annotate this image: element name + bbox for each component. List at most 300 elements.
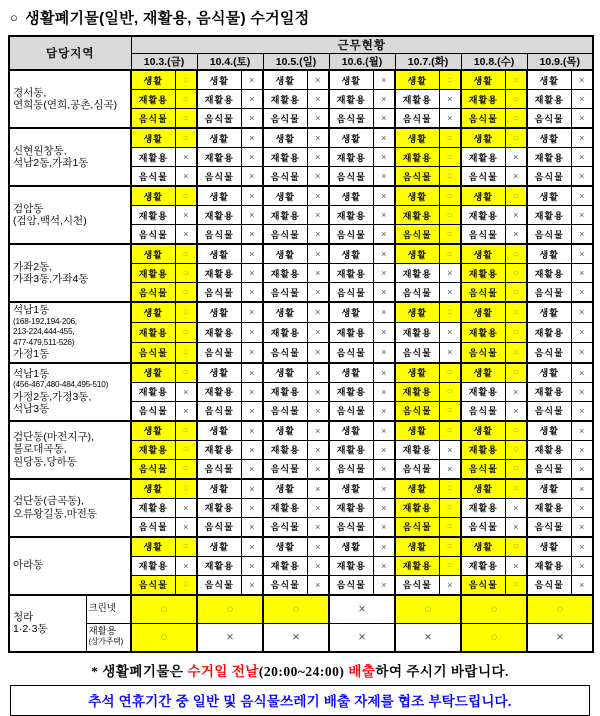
area-line: 가좌3동,가좌4동 (13, 273, 89, 285)
mark-cell: ○ (505, 264, 527, 283)
mark-cell: × (505, 225, 527, 245)
waste-type-cell: 생활 (263, 70, 307, 90)
waste-type-cell: 재활용 (527, 556, 571, 575)
area-cell (9, 70, 131, 128)
mark-cell: × (241, 244, 263, 264)
waste-type-cell: 재활용 (461, 148, 505, 167)
mark-cell: × (373, 479, 395, 499)
waste-type-cell: 음식물 (131, 109, 175, 129)
schedule-row (9, 128, 593, 148)
area-cell (9, 595, 86, 652)
area-header: 담당지역 (9, 36, 131, 70)
waste-type-cell: 음식물 (263, 167, 307, 187)
waste-type-cell: 생활 (329, 363, 373, 383)
mark-cell: ○ (175, 90, 197, 109)
mark-cell: × (307, 225, 329, 245)
mark-cell: × (263, 623, 329, 652)
mark-cell: ○ (263, 595, 329, 624)
mark-cell: × (373, 90, 395, 109)
waste-type-cell: 재활용 (527, 382, 571, 401)
waste-type-cell: 생활 (329, 302, 373, 322)
waste-type-cell: 생활 (197, 479, 241, 499)
mark-cell: ○ (505, 421, 527, 441)
mark-cell: ○ (439, 148, 461, 167)
waste-type-cell: 음식물 (527, 283, 571, 303)
collection-type-line: 크린넷 (88, 603, 117, 614)
area-line: (검암,백석,시천) (13, 215, 87, 227)
mark-cell: × (307, 322, 329, 342)
mark-cell: ○ (197, 595, 263, 624)
waste-type-cell: 생활 (395, 128, 439, 148)
mark-cell: ○ (439, 128, 461, 148)
waste-type-cell: 생활 (527, 70, 571, 90)
waste-type-cell: 음식물 (461, 109, 505, 129)
area-line: 청라 (13, 610, 34, 623)
schedule-row (9, 70, 593, 90)
mark-cell: × (439, 109, 461, 129)
mark-cell: ○ (175, 109, 197, 129)
note-segment-red: 배출 (348, 663, 376, 679)
waste-type-cell: 음식물 (197, 401, 241, 421)
mark-cell: × (373, 128, 395, 148)
waste-type-cell: 생활 (329, 70, 373, 90)
mark-cell: × (527, 623, 593, 652)
mark-cell: × (307, 575, 329, 595)
mark-cell: × (571, 498, 593, 517)
mark-cell: ○ (175, 537, 197, 557)
waste-type-cell: 음식물 (131, 225, 175, 245)
mark-cell: ○ (505, 70, 527, 90)
waste-type-cell: 음식물 (329, 401, 373, 421)
waste-type-cell: 생활 (395, 537, 439, 557)
waste-type-cell: 생활 (263, 128, 307, 148)
waste-type-cell: 재활용 (131, 556, 175, 575)
mark-cell: × (571, 90, 593, 109)
area-line: 오류왕길동,마전동 (13, 507, 98, 520)
waste-type-cell: 생활 (527, 128, 571, 148)
waste-type-cell: 음식물 (329, 575, 373, 595)
mark-cell: × (307, 440, 329, 459)
mark-cell: ○ (175, 186, 197, 206)
mark-cell: × (439, 440, 461, 459)
mark-cell: × (571, 186, 593, 206)
waste-type-cell: 재활용 (197, 90, 241, 109)
area-line: 가좌2동, (13, 260, 53, 273)
mark-cell: × (307, 459, 329, 479)
mark-cell: × (307, 167, 329, 187)
mark-cell: ○ (175, 363, 197, 383)
waste-type-cell: 재활용 (263, 148, 307, 167)
waste-type-cell: 생활 (263, 186, 307, 206)
mark-cell: × (505, 517, 527, 537)
waste-type-cell: 재활용 (329, 264, 373, 283)
waste-type-cell: 재활용 (527, 90, 571, 109)
waste-type-cell: 생활 (395, 302, 439, 322)
mark-cell: ○ (175, 342, 197, 362)
waste-type-cell: 생활 (131, 128, 175, 148)
mark-cell: × (571, 302, 593, 322)
waste-type-cell: 생활 (197, 421, 241, 441)
mark-cell: ○ (439, 70, 461, 90)
mark-cell: ○ (439, 421, 461, 441)
mark-cell: ○ (175, 128, 197, 148)
mark-cell: × (241, 401, 263, 421)
mark-cell: × (307, 401, 329, 421)
waste-type-cell: 재활용 (131, 264, 175, 283)
waste-type-cell: 생활 (131, 186, 175, 206)
mark-cell: × (329, 623, 395, 652)
mark-cell: × (175, 401, 197, 421)
mark-cell: × (373, 70, 395, 90)
mark-cell: × (307, 421, 329, 441)
waste-type-cell: 생활 (131, 537, 175, 557)
mark-cell: × (571, 459, 593, 479)
waste-type-cell: 음식물 (527, 517, 571, 537)
waste-type-cell: 생활 (329, 537, 373, 557)
mark-cell: × (571, 225, 593, 245)
area-cell (9, 186, 131, 244)
mark-cell: × (307, 244, 329, 264)
waste-type-cell: 재활용 (395, 322, 439, 342)
waste-type-cell: 생활 (131, 302, 175, 322)
waste-type-cell: 생활 (329, 128, 373, 148)
waste-type-cell: 음식물 (329, 225, 373, 245)
mark-cell: × (505, 556, 527, 575)
mark-cell: × (241, 421, 263, 441)
waste-type-cell: 재활용 (527, 440, 571, 459)
mark-cell: × (175, 148, 197, 167)
schedule-table (8, 35, 594, 653)
mark-cell: × (373, 264, 395, 283)
mark-cell: × (241, 283, 263, 303)
mark-cell: × (505, 148, 527, 167)
waste-type-cell: 재활용 (131, 206, 175, 225)
mark-cell: × (307, 109, 329, 129)
mark-cell: × (571, 440, 593, 459)
waste-type-cell: 재활용 (461, 206, 505, 225)
mark-cell: × (571, 342, 593, 362)
waste-type-cell: 음식물 (395, 283, 439, 303)
mark-cell: × (241, 459, 263, 479)
mark-cell: × (373, 148, 395, 167)
waste-type-cell: 재활용 (395, 556, 439, 575)
waste-type-cell: 음식물 (527, 401, 571, 421)
waste-type-cell: 재활용 (329, 90, 373, 109)
mark-cell: ○ (505, 459, 527, 479)
date-header: 10.7.(화) (395, 54, 461, 71)
mark-cell: × (571, 479, 593, 499)
waste-type-cell: 재활용 (263, 382, 307, 401)
area-line: 1·2·3동 (13, 623, 48, 635)
waste-type-cell: 재활용 (329, 498, 373, 517)
mark-cell: × (307, 363, 329, 383)
mark-cell: ○ (439, 167, 461, 187)
waste-type-cell: 음식물 (131, 575, 175, 595)
waste-type-cell: 생활 (329, 479, 373, 499)
mark-cell: ○ (439, 206, 461, 225)
waste-type-cell: 재활용 (197, 264, 241, 283)
mark-cell: × (241, 322, 263, 342)
mark-cell: × (505, 382, 527, 401)
mark-cell: × (439, 459, 461, 479)
waste-type-cell: 생활 (395, 186, 439, 206)
waste-type-cell: 음식물 (197, 342, 241, 362)
waste-type-cell: 생활 (395, 421, 439, 441)
waste-type-cell: 재활용 (395, 440, 439, 459)
waste-type-cell: 생활 (131, 244, 175, 264)
mark-cell: ○ (505, 283, 527, 303)
mark-cell: × (307, 498, 329, 517)
waste-type-cell: 재활용 (197, 322, 241, 342)
mark-cell: ○ (439, 556, 461, 575)
mark-cell: ○ (505, 479, 527, 499)
waste-type-cell: 음식물 (329, 283, 373, 303)
waste-type-cell: 재활용 (131, 498, 175, 517)
area-cell (9, 244, 131, 302)
waste-type-cell: 재활용 (329, 322, 373, 342)
waste-type-cell: 음식물 (461, 167, 505, 187)
mark-cell: × (307, 479, 329, 499)
area-line: 477-479,511-526) (13, 337, 75, 347)
schedule-row (9, 244, 593, 264)
schedule-row-cheongna (9, 623, 593, 652)
area-cell (9, 537, 131, 595)
mark-cell: × (373, 225, 395, 245)
area-line: 석남1동 (13, 367, 50, 380)
mark-cell: × (373, 517, 395, 537)
mark-cell: × (439, 283, 461, 303)
waste-type-cell: 생활 (131, 70, 175, 90)
mark-cell: ○ (175, 421, 197, 441)
area-line: 석남2동,가좌1동 (13, 157, 89, 169)
collection-type-cell (86, 595, 131, 624)
waste-type-cell: 재활용 (197, 498, 241, 517)
waste-type-cell: 생활 (197, 537, 241, 557)
mark-cell: ○ (175, 283, 197, 303)
mark-cell: × (175, 517, 197, 537)
mark-cell: ○ (175, 459, 197, 479)
area-line: 경서동, (13, 86, 47, 99)
area-line: (168-192,194-206, (13, 316, 77, 326)
mark-cell: × (307, 264, 329, 283)
waste-type-cell: 생활 (263, 537, 307, 557)
waste-type-cell: 음식물 (329, 109, 373, 129)
mark-cell: × (571, 363, 593, 383)
collection-type-line: (상가주택) (88, 637, 123, 646)
mark-cell: × (373, 440, 395, 459)
mark-cell: × (373, 498, 395, 517)
date-header: 10.6.(월) (329, 54, 395, 71)
mark-cell: × (241, 148, 263, 167)
mark-cell: ○ (175, 302, 197, 322)
mark-cell: × (505, 401, 527, 421)
holiday-notice-text: 추석 연휴기간 중 일반 및 음식물쓰레기 배출 자제를 협조 부탁드립니다. (88, 693, 512, 709)
mark-cell: × (307, 382, 329, 401)
mark-cell: ○ (461, 623, 527, 652)
mark-cell: × (307, 206, 329, 225)
mark-cell: ○ (439, 302, 461, 322)
waste-type-cell: 재활용 (329, 206, 373, 225)
waste-type-cell: 음식물 (395, 167, 439, 187)
mark-cell: × (373, 342, 395, 362)
mark-cell: ○ (439, 401, 461, 421)
header-row-1 (9, 36, 593, 54)
schedule-row (9, 302, 593, 322)
waste-type-cell: 재활용 (263, 556, 307, 575)
waste-type-cell: 재활용 (461, 90, 505, 109)
mark-cell: × (241, 498, 263, 517)
note-segment-red: 수거일 전날 (187, 663, 259, 679)
mark-cell: × (571, 322, 593, 342)
waste-type-cell: 음식물 (131, 517, 175, 537)
mark-cell: ○ (175, 244, 197, 264)
mark-cell: × (241, 128, 263, 148)
mark-cell: × (241, 517, 263, 537)
waste-type-cell: 생활 (395, 363, 439, 383)
waste-type-cell: 재활용 (131, 148, 175, 167)
waste-type-cell: 음식물 (263, 283, 307, 303)
waste-type-cell: 재활용 (395, 148, 439, 167)
waste-type-cell: 음식물 (263, 517, 307, 537)
waste-type-cell: 재활용 (395, 498, 439, 517)
waste-type-cell: 생활 (263, 479, 307, 499)
mark-cell: × (373, 556, 395, 575)
mark-cell: × (571, 244, 593, 264)
mark-cell: × (241, 302, 263, 322)
mark-cell: × (373, 244, 395, 264)
mark-cell: × (439, 264, 461, 283)
waste-type-cell: 재활용 (263, 264, 307, 283)
waste-type-cell: 음식물 (461, 283, 505, 303)
mark-cell: ○ (461, 595, 527, 624)
waste-type-cell: 음식물 (197, 225, 241, 245)
area-cell (9, 128, 131, 186)
mark-cell: ○ (439, 498, 461, 517)
waste-type-cell: 재활용 (197, 440, 241, 459)
waste-type-cell: 생활 (461, 244, 505, 264)
mark-cell: × (373, 109, 395, 129)
mark-cell: ○ (505, 575, 527, 595)
mark-cell: × (241, 342, 263, 362)
waste-type-cell: 생활 (263, 302, 307, 322)
mark-cell: × (571, 556, 593, 575)
waste-type-cell: 생활 (395, 244, 439, 264)
mark-cell: ○ (505, 128, 527, 148)
mark-cell: × (241, 382, 263, 401)
mark-cell: × (505, 498, 527, 517)
waste-type-cell: 생활 (131, 363, 175, 383)
waste-type-cell: 음식물 (131, 459, 175, 479)
note-segment: * 생활폐기물은 (91, 663, 188, 679)
mark-cell: ○ (505, 90, 527, 109)
disposal-note (8, 660, 592, 680)
area-cell (9, 302, 131, 363)
waste-type-cell: 재활용 (197, 206, 241, 225)
mark-cell: × (241, 264, 263, 283)
date-header: 10.9.(목) (527, 54, 593, 71)
waste-type-cell: 음식물 (131, 167, 175, 187)
note-segment: 하여 주시기 바랍니다. (375, 663, 509, 679)
mark-cell: × (175, 382, 197, 401)
mark-cell: ○ (439, 186, 461, 206)
waste-type-cell: 재활용 (263, 322, 307, 342)
waste-type-cell: 음식물 (395, 109, 439, 129)
mark-cell: × (373, 186, 395, 206)
waste-type-cell: 재활용 (329, 440, 373, 459)
area-line: (456-467,480-484,495-510) (13, 380, 109, 389)
date-header: 10.5.(일) (263, 54, 329, 71)
waste-type-cell: 음식물 (329, 167, 373, 187)
mark-cell: × (373, 401, 395, 421)
waste-type-cell: 음식물 (395, 517, 439, 537)
mark-cell: × (571, 283, 593, 303)
mark-cell: ○ (505, 244, 527, 264)
waste-type-cell: 음식물 (395, 225, 439, 245)
waste-type-cell: 생활 (527, 421, 571, 441)
mark-cell: ○ (439, 537, 461, 557)
waste-type-cell: 생활 (461, 70, 505, 90)
waste-type-cell: 재활용 (395, 206, 439, 225)
mark-cell: ○ (439, 382, 461, 401)
waste-type-cell: 생활 (527, 363, 571, 383)
schedule-row (9, 186, 593, 206)
waste-type-cell: 음식물 (197, 109, 241, 129)
mark-cell: × (439, 322, 461, 342)
mark-cell: × (373, 283, 395, 303)
mark-cell: × (307, 517, 329, 537)
waste-type-cell: 재활용 (329, 148, 373, 167)
mark-cell: × (241, 363, 263, 383)
area-line: 검단동(금곡동), (13, 495, 84, 507)
mark-cell: ○ (439, 363, 461, 383)
waste-type-cell: 생활 (527, 302, 571, 322)
waste-type-cell: 음식물 (263, 575, 307, 595)
waste-type-cell: 음식물 (329, 342, 373, 362)
waste-type-cell: 생활 (461, 479, 505, 499)
mark-cell: ○ (505, 109, 527, 129)
mark-cell: × (571, 206, 593, 225)
mark-cell: × (241, 109, 263, 129)
waste-type-cell: 재활용 (527, 148, 571, 167)
waste-type-cell: 생활 (461, 537, 505, 557)
collection-type-cell (86, 623, 131, 652)
mark-cell: × (373, 363, 395, 383)
waste-type-cell: 재활용 (131, 440, 175, 459)
mark-cell: ○ (175, 479, 197, 499)
waste-type-cell: 생활 (197, 244, 241, 264)
waste-type-cell: 재활용 (395, 90, 439, 109)
waste-type-cell: 음식물 (461, 517, 505, 537)
mark-cell: × (571, 537, 593, 557)
waste-type-cell: 생활 (131, 421, 175, 441)
mark-cell: × (439, 90, 461, 109)
mark-cell: × (307, 283, 329, 303)
mark-cell: × (373, 167, 395, 187)
schedule-body (9, 70, 593, 652)
area-line: 원당동,당하동 (13, 455, 77, 468)
mark-cell: ○ (505, 186, 527, 206)
mark-cell: × (241, 186, 263, 206)
waste-type-cell: 생활 (527, 479, 571, 499)
mark-cell: ○ (505, 342, 527, 362)
waste-type-cell: 음식물 (461, 575, 505, 595)
date-header: 10.4.(토) (197, 54, 263, 71)
area-line: 석남1동 (13, 304, 50, 316)
waste-type-cell: 재활용 (263, 498, 307, 517)
mark-cell: × (329, 595, 395, 624)
area-cell (9, 479, 131, 537)
mark-cell: ○ (527, 595, 593, 624)
